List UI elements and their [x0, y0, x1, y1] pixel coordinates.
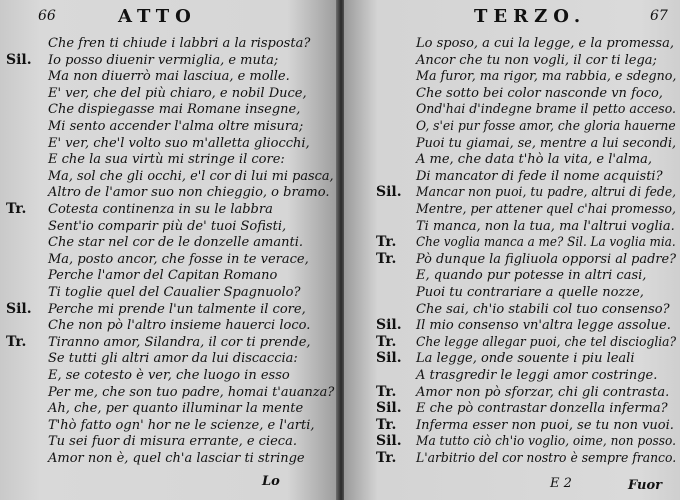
speaker-label: Tr.	[6, 333, 27, 350]
speaker-label: Sil.	[376, 350, 402, 367]
verse-line: Ancor che tu non vogli, il cor ti lega;	[416, 52, 657, 68]
page-number-right: 67	[650, 8, 668, 24]
verse-line: A trasgredir le leggi amor costringe.	[416, 368, 658, 383]
verse-line: E, se cotesto è ver, che luogo in esso	[48, 368, 290, 383]
verse-line: Ond'hai d'indegne brame il petto acceso.	[416, 102, 677, 118]
verse-line: Ma, posto ancor, che fosse in te verace,	[48, 251, 309, 267]
verse-line: Ma furor, ma rigor, ma rabbia, e sdegno,	[416, 69, 677, 85]
verse-line: Che non pò l'altro insieme hauerci loco.	[48, 318, 311, 334]
verse-line: Che dispiegasse mai Romane insegne,	[48, 102, 301, 118]
verse-line: Perche l'amor del Capitan Romano	[48, 268, 278, 284]
verse-line: Mancar non puoi, tu padre, altrui di fede,	[416, 185, 677, 201]
verse-line: Amor non pò sforzar, chi gli contrasta.	[416, 384, 670, 400]
right-page	[344, 0, 680, 500]
verse-line: Il mio consenso vn'altra legge assolue.	[416, 318, 671, 334]
verse-line: Puoi tu contrariare a quelle nozze,	[416, 285, 644, 300]
speaker-label: Tr.	[376, 416, 397, 433]
speaker-label: Tr.	[376, 250, 397, 267]
running-head-right: TERZO.	[474, 6, 587, 27]
verse-line: Inferma esser non puoi, se tu non vuoi.	[416, 417, 674, 433]
verse-line: Che fren ti chiude i labbri a la risposta?	[48, 36, 311, 51]
verse-line: Che star nel cor de le donzelle amanti.	[48, 235, 303, 251]
verse-line: Se tutti gli altri amor da lui discaccia:	[48, 351, 298, 367]
verse-line: Puoi tu giamai, se, mentre a lui secondi,	[416, 135, 677, 151]
verse-line: Ah, che, per quanto illuminar la mente	[48, 401, 304, 417]
speaker-label: Sil.	[376, 317, 402, 334]
verse-line: Che voglia manca a me? Sil. La voglia mia.	[416, 235, 676, 251]
verse-line: Cotesta continenza in su le labbra	[48, 202, 273, 217]
left-page	[0, 0, 338, 500]
catchword-left: Lo	[262, 474, 280, 489]
page-number-left: 66	[38, 8, 56, 24]
verse-line: Ma non diuerrò mai lasciua, e molle.	[48, 69, 290, 85]
speaker-label: Tr.	[6, 201, 27, 217]
verse-line: E che pò contrastar donzella inferma?	[416, 401, 668, 417]
speaker-label: Sil.	[376, 433, 402, 450]
verse-line: Che sotto bei color nasconde vn foco,	[416, 85, 663, 101]
verse-line: T'hò fatto ogn' hor ne le scienze, e l'arti,	[48, 417, 315, 433]
verse-line: Ti manca, non la tua, ma l'altrui voglia.	[416, 218, 675, 234]
verse-line: Che sai, ch'io stabili col tuo consenso?	[416, 301, 670, 317]
verse-line: Io posso diuenir vermiglia, e muta;	[48, 52, 279, 68]
speaker-label: Sil.	[6, 51, 32, 68]
speaker-label: Tr.	[376, 333, 397, 350]
verse-line: O, s'ei pur fosse amor, che gloria hauerne	[416, 119, 676, 134]
speaker-label: Tr.	[376, 383, 397, 400]
speaker-label: Sil.	[376, 400, 402, 417]
verse-line: Amor non è, quel ch'a lasciar ti stringe	[48, 451, 305, 466]
speaker-label: Tr.	[376, 234, 397, 251]
verse-line: La legge, onde souente i piu leali	[416, 351, 635, 367]
running-head-left: ATTO	[118, 6, 197, 27]
verse-line: E, quando pur potesse in altri casi,	[416, 268, 647, 284]
catchword-right: Fuor	[628, 478, 662, 493]
verse-line: Ma tutto ciò ch'io voglio, oime, non posso.	[416, 434, 676, 450]
verse-line: E' ver, che del più chiaro, e nobil Duce,	[48, 85, 307, 101]
verse-line: Tiranno amor, Silandra, il cor ti prende,	[48, 334, 311, 350]
verse-line: Tu sei fuor di misura errante, e cieca.	[48, 434, 297, 450]
verse-line: A me, che data t'hò la vita, e l'alma,	[416, 152, 653, 168]
verse-line: Altro de l'amor suo non chieggio, o bramo.	[48, 185, 330, 201]
verse-line: L'arbitrio del cor nostro è sempre franco.	[416, 451, 677, 466]
verse-line: Ma, sol che gli occhi, e'l cor di lui mi pasca,	[48, 168, 334, 184]
verse-line: Ti toglie quel del Caualier Spagnuolo?	[48, 285, 301, 300]
verse-line: Mi sento accender l'alma oltre misura;	[48, 119, 304, 134]
verse-line: Pò dunque la figliuola opporsi al padre?	[416, 251, 677, 267]
signature-mark: E 2	[550, 476, 572, 491]
verse-line: Perche mi prende l'un talmente il core,	[48, 301, 306, 317]
speaker-label: Sil.	[376, 184, 402, 201]
verse-line: Di mancator di fede il nome acquisti?	[416, 168, 663, 184]
verse-line: E che la sua virtù mi stringe il core:	[48, 152, 285, 168]
speaker-label: Sil.	[6, 300, 32, 317]
verse-line: Mentre, per attener quel c'hai promesso,	[416, 202, 676, 217]
speaker-label: Tr.	[376, 450, 397, 466]
verse-line: E' ver, che'l volto suo m'alletta gliocchi,	[48, 135, 310, 151]
verse-line: Per me, che son tuo padre, homai t'auanza?	[48, 384, 335, 400]
verse-line: Lo sposo, a cui la legge, e la promessa,	[416, 36, 674, 51]
verse-line: Sent'io comparir più de' tuoi Sofisti,	[48, 218, 287, 234]
verse-line: Che legge allegar puoi, che tel discioglia?	[416, 334, 677, 350]
